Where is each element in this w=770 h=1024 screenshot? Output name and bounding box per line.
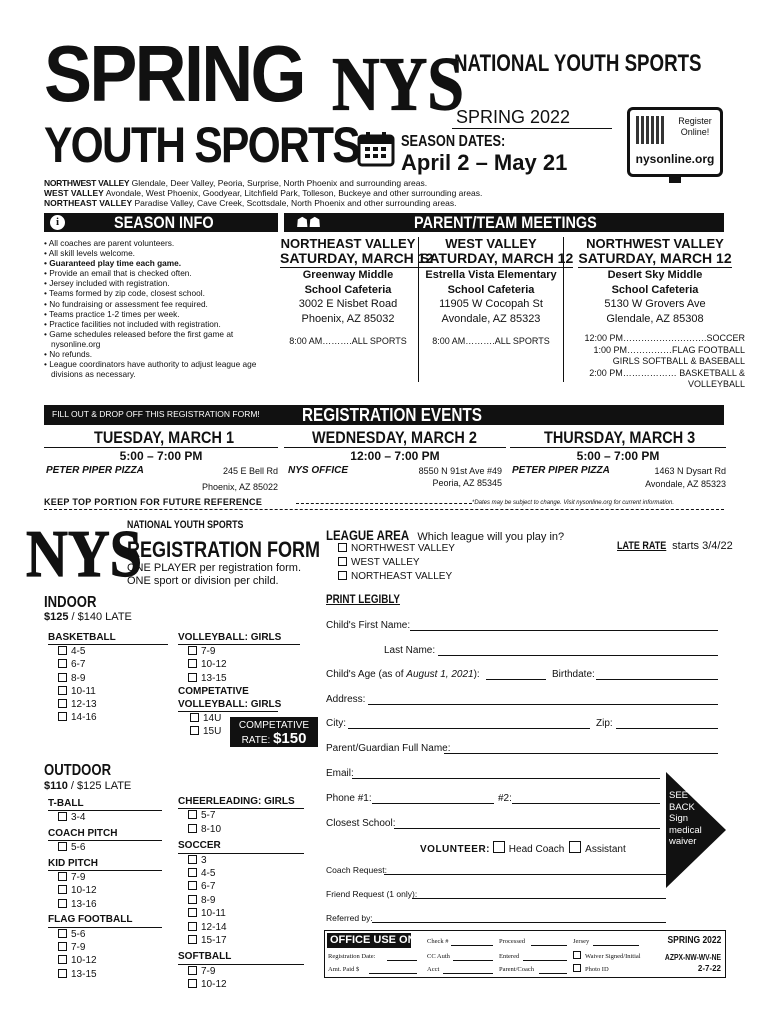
phone1-field[interactable]	[372, 803, 494, 804]
group-icon: ☗☗	[296, 214, 322, 230]
option-row[interactable]: 5-6	[58, 928, 162, 941]
option-row[interactable]: 15U	[190, 725, 300, 738]
option-row[interactable]: 14-16	[58, 711, 168, 724]
age-label: Child's Age (as of August 1, 2021):	[326, 669, 480, 680]
option-row[interactable]: 10-12	[188, 658, 300, 671]
season-info-bar	[44, 213, 278, 232]
city-field[interactable]	[348, 728, 590, 729]
fill-out-text: FILL OUT & DROP OFF THIS REGISTRATION FORM!	[52, 409, 260, 419]
nys-logo	[331, 43, 465, 127]
events-bar	[44, 405, 724, 425]
list-item: • No fundraising or assessment fee required.	[44, 298, 208, 309]
form-org: NATIONAL YOUTH SPORTS	[127, 519, 244, 531]
option-row[interactable]: 3-4	[58, 811, 162, 824]
qr-code-icon	[636, 116, 664, 144]
register-label: Register Online!	[678, 116, 712, 137]
event-col-1: TUESDAY, MARCH 1 5:00 – 7:00 PM PETER PIPER PIZZA 245 E Bell Rd Phoenix, AZ 85022	[46, 428, 278, 492]
option-row[interactable]: 14U	[190, 712, 300, 725]
office-use-title: OFFICE USE ONLY	[327, 933, 411, 948]
register-online-box[interactable]	[627, 107, 723, 177]
email-field[interactable]	[352, 778, 660, 779]
assistant-checkbox[interactable]	[569, 841, 581, 853]
season-info-heading: SEASON INFO	[114, 213, 214, 232]
league-ne[interactable]: NORTHEAST VALLEY	[338, 571, 452, 582]
first-name-field[interactable]	[410, 630, 718, 631]
print-legibly: PRINT LEGIBLY	[326, 592, 400, 606]
checkbox[interactable]	[338, 543, 347, 552]
see-back-arrow: SEE BACK Sign medical waiver	[666, 772, 726, 888]
option-row[interactable]: 8-10	[188, 823, 304, 836]
list-item: • All skill levels welcome.	[44, 248, 135, 259]
list-item: • League coordinators have authority to adjust league age divisions as necessary.	[44, 359, 257, 380]
svg-text:NYS: NYS	[331, 43, 465, 127]
list-item: • Practice facilities not included with registration.	[44, 318, 221, 329]
season-info-list	[44, 238, 280, 379]
zip-label: Zip:	[596, 718, 613, 729]
parent-field[interactable]	[444, 753, 718, 754]
indoor-title: INDOOR	[44, 594, 97, 611]
zip-field[interactable]	[616, 728, 718, 729]
option-row[interactable]: 13-15	[188, 672, 300, 685]
option-row[interactable]: 10-12	[58, 884, 162, 897]
list-item: • Teams practice 1-2 times per week.	[44, 308, 180, 319]
age-field[interactable]	[486, 679, 546, 680]
keep-top-portion: KEEP TOP PORTION FOR FUTURE REFERENCE	[44, 497, 263, 507]
option-row[interactable]: 10-12	[188, 978, 304, 991]
birthdate-label: Birthdate:	[552, 669, 595, 680]
monitor-stand	[669, 177, 681, 183]
parent-label: Parent/Guardian Full Name:	[326, 743, 451, 754]
list-item: • All coaches are parent volunteers.	[44, 238, 175, 248]
photo-checkbox-row[interactable]: Photo ID	[573, 964, 609, 973]
office-use-box: OFFICE USE ONLY Registration Date: Amt. Paid $ Check # CC Auth Acct Processed Entered Parent/Coach Jersey Waiver Signed/Initial Photo ID SPRING 2022 AZPX-NW-WV-NE 2-7-22	[324, 930, 726, 978]
coach-request-field[interactable]	[384, 874, 666, 875]
league-nw[interactable]: NORTHWEST VALLEY	[338, 543, 455, 554]
option-row[interactable]: 7-9	[188, 645, 300, 658]
event-col-3: THURSDAY, MARCH 3 5:00 – 7:00 PM PETER PIPER PIZZA 1463 N Dysart Rd Avondale, AZ 85323	[512, 428, 726, 489]
website-label: nysonline.org	[635, 152, 715, 166]
late-rate: LATE RATE starts 3/4/22	[617, 540, 733, 552]
season-dates-label: SEASON DATES:	[401, 133, 506, 150]
phone2-label: #2:	[498, 793, 512, 804]
option-row[interactable]: 13-15	[58, 968, 162, 981]
last-name-field[interactable]	[438, 655, 718, 656]
meeting-col-wv: WEST VALLEY SATURDAY, MARCH 12 Estrella Vista Elementary School Cafeteria 11905 W Cocopah St Avondale, AZ 85323 8:00 AM……….ALL SPORTS	[420, 236, 574, 346]
option-row[interactable]: 7-9	[188, 965, 304, 978]
option-row[interactable]: 10-11	[58, 685, 168, 698]
org-name: NATIONAL YOUTH SPORTS	[454, 50, 702, 77]
option-row[interactable]: 5-6	[58, 841, 162, 854]
address-field[interactable]	[368, 704, 718, 705]
season-label: SPRING 2022	[456, 107, 571, 127]
coach-request-label: Coach Request:	[326, 865, 387, 875]
divider	[418, 237, 419, 382]
area-line-ne: NORTHEAST VALLEY Paradise Valley, Cave Creek, Scottsdale, North Phoenix and other surrounding areas.	[44, 198, 457, 208]
area-line-wv: WEST VALLEY Avondale, West Phoenix, Goodyear, Litchfield Park, Tolleson, Buckeye and other surrounding areas.	[44, 188, 483, 198]
basketball-group: BASKETBALL 4-5 6-7 8-9 10-11 12-13 14-16	[48, 631, 168, 724]
option-row[interactable]: 4-5	[58, 645, 168, 658]
option-row[interactable]: 12-13	[58, 698, 168, 711]
event-col-2: WEDNESDAY, MARCH 2 12:00 – 7:00 PM NYS OFFICE 8550 N 91st Ave #49 Peoria, AZ 85345	[284, 428, 506, 494]
option-row[interactable]: 10-12	[58, 954, 162, 967]
season-dates: April 2 – May 21	[401, 150, 568, 175]
address-label: Address:	[326, 694, 366, 705]
school-label: Closest School:	[326, 818, 396, 829]
option-row[interactable]: 8-9	[188, 894, 304, 907]
city-label: City:	[326, 718, 346, 729]
waiver-checkbox-row[interactable]: Waiver Signed/Initial	[573, 951, 641, 960]
list-item: • No refunds.	[44, 349, 93, 360]
option-row[interactable]: 6-7	[188, 880, 304, 893]
option-row[interactable]: 3	[188, 854, 304, 867]
info-icon: i	[50, 215, 65, 230]
form-sub1: ONE PLAYER per registration form.	[127, 562, 302, 574]
list-item: • Game schedules released before the first game at nysonline.org	[44, 328, 234, 349]
comp-rate-badge: COMPETATIVE RATE: $150	[230, 717, 318, 747]
birthdate-field[interactable]	[596, 679, 718, 680]
form-title: REGISTRATION FORM	[127, 537, 321, 562]
list-item: • Teams formed by zip code, closest school.	[44, 288, 205, 299]
checkbox[interactable]	[338, 557, 347, 566]
volunteer-row: VOLUNTEER: Head Coach Assistant	[420, 841, 626, 855]
option-row[interactable]: 10-11	[188, 907, 304, 920]
calendar-icon	[357, 131, 395, 167]
option-row[interactable]: 4-5	[188, 867, 304, 880]
checkbox[interactable]	[338, 571, 347, 580]
referred-field[interactable]	[372, 922, 666, 923]
list-item: • Guaranteed play time each game.	[44, 258, 182, 269]
meeting-col-nw: NORTHWEST VALLEY SATURDAY, MARCH 12 Desert Sky Middle School Cafeteria 5130 W Grovers Ave Glendale, AZ 85308 12:00 PM……………………….SOCCER 1:00 PM……………FLAG FOOTBALL GIRLS SOFTBALL & BASEBALL 2:00 PM……………… BASKETBALL & VOLLEYBALL	[578, 236, 745, 389]
list-item: • Provide an email that is checked often.	[44, 268, 192, 279]
area-line-nw: NORTHWEST VALLEY Glendale, Deer Valley, Peoria, Surprise, North Phoenix and surrounding areas.	[44, 178, 428, 188]
meeting-col-ne: NORTHEAST VALLEY SATURDAY, MARCH 12 Greenway Middle School Cafeteria 3002 E Nisbet Road Phoenix, AZ 85032 8:00 AM……….ALL SPORTS	[280, 236, 434, 346]
school-field[interactable]	[394, 828, 660, 829]
disclaimer: *Dates may be subject to change. Visit nysonline.org for current information.	[472, 500, 674, 506]
phone2-field[interactable]	[512, 803, 660, 804]
phone1-label: Phone #1:	[326, 793, 372, 804]
cut-line	[296, 503, 472, 504]
friend-request-label: Friend Request (1 only):	[326, 889, 418, 899]
divider	[563, 237, 564, 382]
title-youth-sports: YOUTH SPORTS	[44, 117, 359, 173]
divider	[452, 128, 612, 129]
option-row[interactable]: 13-16	[58, 898, 162, 911]
first-name-label: Child's First Name:	[326, 620, 411, 631]
form-sub2: ONE sport or division per child.	[127, 575, 279, 587]
league-area: LEAGUE AREA Which league will you play in?	[326, 527, 565, 543]
option-row[interactable]: 8-9	[58, 672, 168, 685]
nys-logo-form	[25, 516, 143, 591]
meetings-bar	[284, 213, 724, 232]
volleyball-group: VOLLEYBALL: GIRLS 7-9 10-12 13-15 COMPETATIVE VOLLEYBALL: GIRLS 14U 15U	[178, 631, 300, 739]
outdoor-right-group: CHEERLEADING: GIRLS 5-7 8-10 SOCCER 3 4-5 6-7 8-9 10-11 12-14 15-17 SOFTBALL 7-9 10-12	[178, 795, 304, 992]
svg-text:NYS: NYS	[25, 516, 143, 591]
league-wv[interactable]: WEST VALLEY	[338, 557, 420, 568]
last-name-label: Last Name:	[384, 645, 436, 656]
option-row[interactable]: 7-9	[58, 871, 162, 884]
option-row[interactable]: 12-14	[188, 921, 304, 934]
option-row[interactable]: 5-7	[188, 809, 304, 822]
option-row[interactable]: 7-9	[58, 941, 162, 954]
email-label: Email:	[326, 768, 354, 779]
indoor-price: $125 / $140 LATE	[44, 611, 132, 623]
friend-request-field[interactable]	[412, 898, 666, 899]
option-row[interactable]: 6-7	[58, 658, 168, 671]
referred-label: Referred by:	[326, 913, 373, 923]
list-item: • Jersey included with registration.	[44, 278, 170, 289]
title-spring: SPRING	[44, 29, 304, 118]
outdoor-title: OUTDOOR	[44, 762, 112, 779]
outdoor-price: $110 / $125 LATE	[44, 780, 132, 792]
meetings-heading: PARENT/TEAM MEETINGS	[414, 213, 597, 232]
head-coach-checkbox[interactable]	[493, 841, 505, 853]
events-heading: REGISTRATION EVENTS	[302, 405, 482, 425]
divider	[44, 509, 724, 510]
outdoor-left-group: T-BALL 3-4 COACH PITCH 5-6 KID PITCH 7-9 10-12 13-16 FLAG FOOTBALL 5-6 7-9 10-12 13-15	[48, 797, 162, 981]
option-row[interactable]: 15-17	[188, 934, 304, 947]
